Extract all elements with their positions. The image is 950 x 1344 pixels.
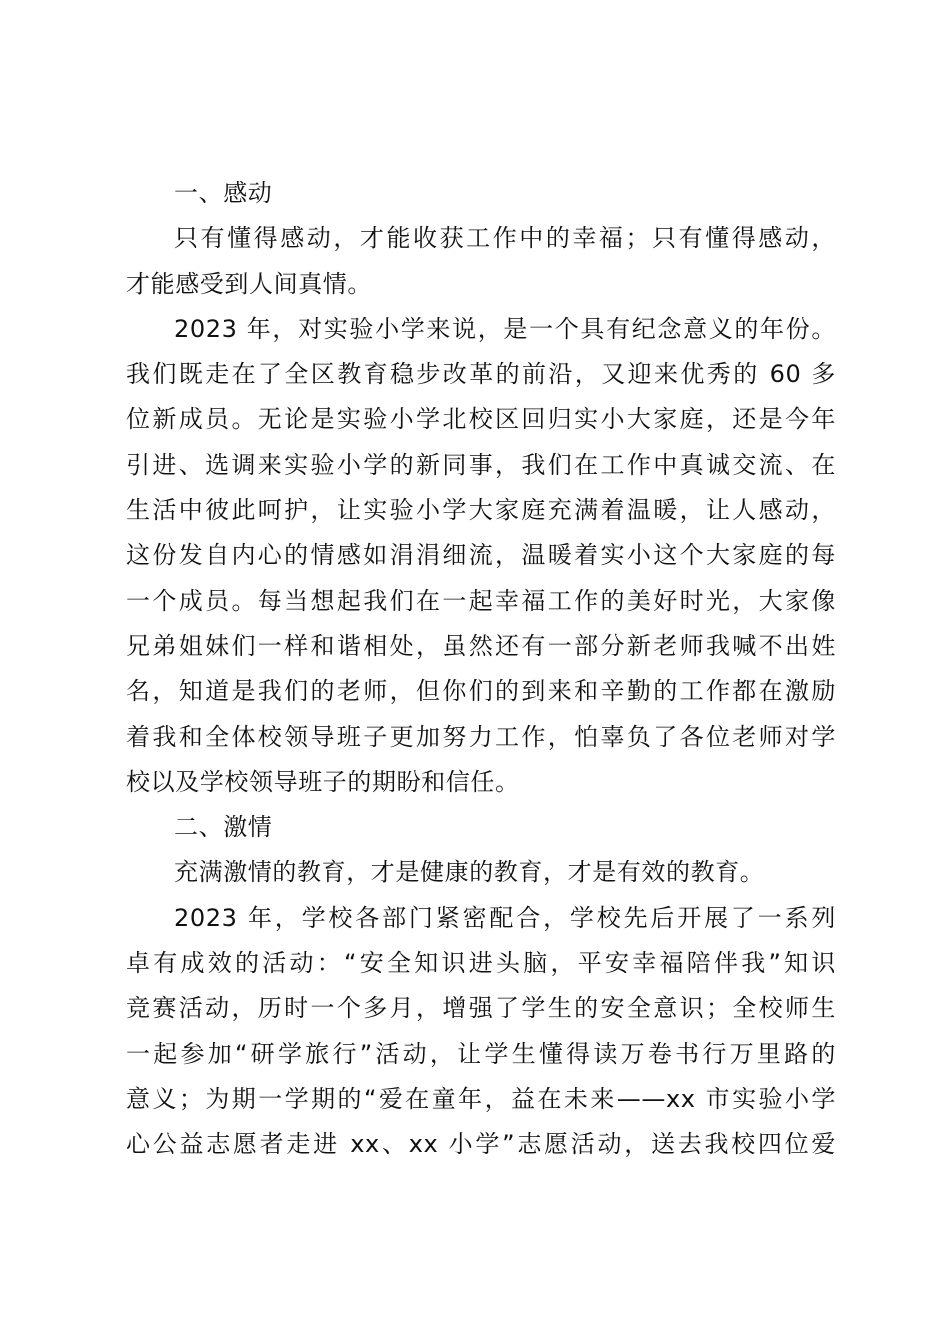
- paragraph-4: [126, 896, 836, 1168]
- paragraph-line: 2023 年，对实验小学来说，是一个具有纪念意义的年份。: [174, 314, 836, 343]
- paragraph-line: 引进、选调来实验小学的新同事，我们在工作中真诚交流、在: [126, 450, 836, 479]
- paragraph-line: 才能感受到人间真情。: [126, 269, 372, 298]
- paragraph-line: 校以及学校领导班子的期盼和信任。: [126, 767, 520, 796]
- paragraph-line: 充满激情的教育，才是健康的教育，才是有效的教育。: [174, 858, 765, 887]
- paragraph-line: 一起参加“研学旅行”活动，让学生懂得读万卷书行万里路的: [126, 1039, 836, 1068]
- paragraph-line: 兄弟姐妹们一样和谐相处，虽然还有一部分新老师我喊不出姓: [126, 631, 836, 660]
- document-body: [126, 171, 836, 1168]
- paragraph-line: 名，知道是我们的老师，但你们的到来和辛勤的工作都在激励: [126, 677, 836, 706]
- paragraph-line: 竞赛活动，历时一个多月，增强了学生的安全意识；全校师生: [126, 994, 836, 1023]
- paragraph-line: 这份发自内心的情感如涓涓细流，温暖着实小这个大家庭的每: [126, 541, 836, 570]
- paragraph-line: 卓有成效的活动：“安全知识进头脑，平安幸福陪伴我”知识: [126, 949, 836, 978]
- paragraph-line: 2023 年，学校各部门紧密配合，学校先后开展了一系列: [174, 903, 836, 932]
- paragraph-line: 着我和全体校领导班子更加努力工作，怕辜负了各位老师对学: [126, 722, 836, 751]
- paragraph-line: 只有懂得感动，才能收获工作中的幸福；只有懂得感动，: [174, 224, 836, 253]
- paragraph-line: 我们既走在了全区教育稳步改革的前沿，又迎来优秀的 60 多: [126, 360, 836, 389]
- paragraph-1: [126, 216, 836, 307]
- paragraph-line: 意义；为期一学期的“爱在童年，益在未来——xx 市实验小学: [126, 1084, 836, 1113]
- paragraph-line: 生活中彼此呵护，让实验小学大家庭充满着温暖，让人感动，: [126, 496, 836, 525]
- paragraph-2: [126, 307, 836, 805]
- section-heading-2: 二、激情: [174, 813, 273, 842]
- paragraph-3: [126, 850, 836, 895]
- paragraph-line: 位新成员。无论是实验小学北校区回归实小大家庭，还是今年: [126, 405, 836, 434]
- section-heading-1: 一、感动: [174, 179, 273, 207]
- paragraph-line: 一个成员。每当想起我们在一起幸福工作的美好时光，大家像: [126, 586, 836, 615]
- paragraph-line: 心公益志愿者走进 xx、xx 小学”志愿活动，送去我校四位爱: [126, 1130, 836, 1159]
